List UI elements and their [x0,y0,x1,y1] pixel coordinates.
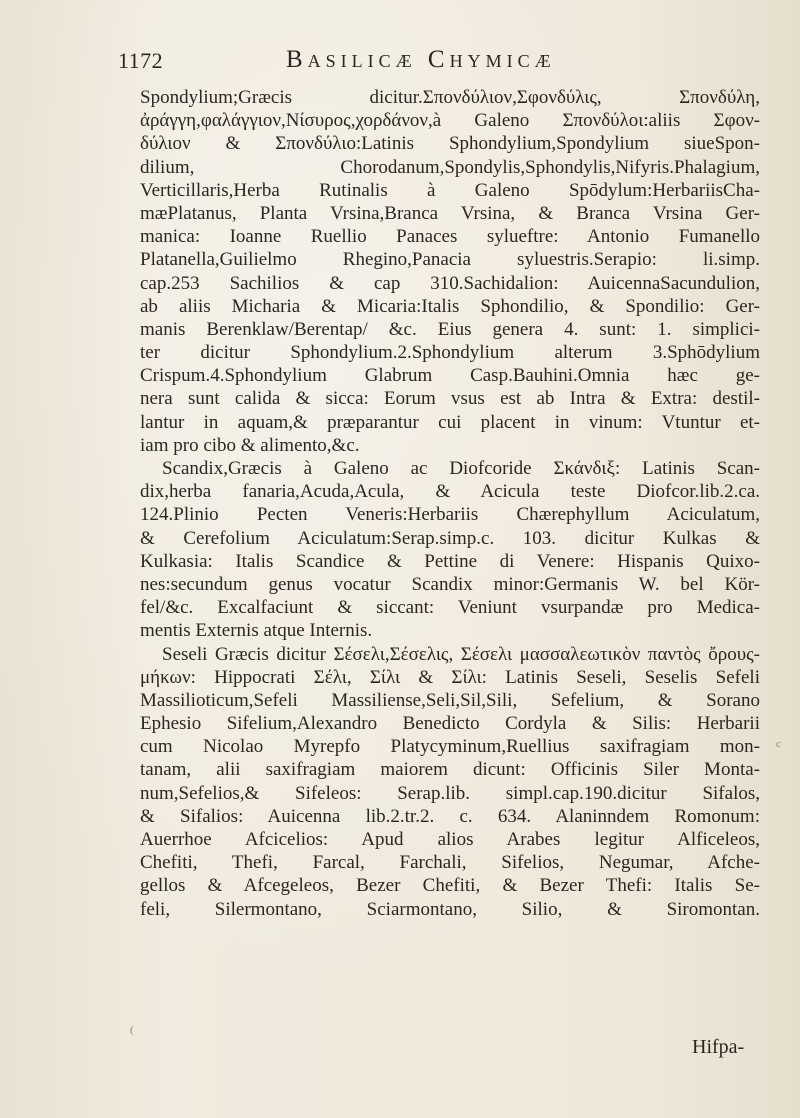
text-line: Seseli Græcis dicitur Σέσελι,Σέσελις, Σέσελι μασσαλεωτικὸν παντὸς ὄρους- [162,643,760,665]
text-line: Ephesio Sifelium,Alexandro Benedicto Cordyla & Silis: Herbarii [140,713,760,735]
text-line: Scandix,Græcis à Galeno ac Diofcoride Σκάνδιξ: Latinis Scan- [162,458,760,479]
text-line: & Sifalios: Auicenna lib.2.tr.2. c. 634. Alaninndem Romonum: [140,805,760,827]
text-line: num,Sefelios,& Sifeleos: Serap.lib. simpl.cap.190.dicitur Sifalos, [140,782,760,804]
text-line: Platanella,Guilielmo Rhegino,Panacia syluestris.Serapio: li.simp. [140,249,760,271]
margin-mark: ( [130,1024,134,1036]
text-line: Chefiti, Thefi, Farcal, Farchali, Sifelios, Negumar, Afche- [140,852,760,874]
text-line: mæPlatanus, Planta Vrsina,Branca Vrsina, & Branca Vrsina Ger- [140,202,760,224]
text-line: cap.253 Sachilios & cap 310.Sachidalion: AuicennaSacundulion, [140,272,760,294]
catchword: Hifpa- [692,1036,745,1058]
text-line: μήκων: Hippocrati Σέλι, Σίλι & Σίλι: Latinis Seseli, Seselis Sefeli [140,666,760,688]
page-number: 1172 [118,48,164,73]
text-line: Auerrhoe Afcicelios: Apud alios Arabes legitur Alficeleos, [140,829,760,850]
text-line: nera sunt calida & sicca: Eorum vsus est ab Intra & Extra: destil- [140,388,760,410]
text-line: tanam, alii saxifragiam maiorem dicunt: Officinis Siler Monta- [140,759,760,781]
text-line: lantur in aquam,& præparantur cui placent in vinum: Vtuntur et- [140,411,760,433]
text-line: Verticillaris,Herba Rutinalis à Galeno Spōdylum:HerbariisCha- [140,179,760,201]
text-line: manis Berenklaw/Berentap/ &c. Eius genera 4. sunt: 1. simplici- [140,318,760,340]
text-line: Massilioticum,Sefeli Massiliense,Seli,Sil,Sili, Sefelium, & Sorano [140,689,760,711]
text-line: dix,herba fanaria,Acuda,Acula, & Acicula teste Diofcor.lib.2.ca. [140,481,760,503]
text-line: nes:secundum genus vocatur Scandix minor:Germanis W. bel Kör- [140,573,760,595]
text-line: Spondylium;Græcis dicitur.Σπονδύλιον,Σφονδύλις, Σπονδύλη, [140,87,760,108]
text-line: gellos & Afcegeleos, Bezer Chefiti, & Bezer Thefi: Italis Se- [140,875,760,897]
text-line: δύλιον & Σπονδύλιο:Latinis Sphondylium,Spondylium siueSpon- [140,133,760,155]
text-line: Crispum.4.Sphondylium Glabrum Casp.Bauhini.Omnia hæc ge- [140,365,760,387]
text-line: mentis Externis atque Internis. [140,620,373,642]
text-line: ἀράγγη,φαλάγγιον,Νίσυρος,χορδάνον,à Galeno Σπονδύλοι:aliis Σφον- [140,110,760,132]
running-head [118,48,778,82]
text-line: ter dicitur Sphondylium.2.Sphondylium alterum 3.Sphōdylium [140,342,760,364]
text-line: iam pro cibo & alimento,&c. [140,434,360,456]
body-text [140,86,760,921]
text-line: feli, Silermontano, Sciarmontano, Silio, & Siromontan. [140,898,760,920]
margin-mark: c [776,738,781,750]
text-line: fel/&c. Excalfaciunt & siccant: Veniunt vsurpandæ pro Medica- [140,597,760,619]
text-line: ab aliis Micharia & Micaria:Italis Sphondilio, & Spondilio: Ger- [140,295,760,317]
text-line: dilium, Chorodanum,Spondylis,Sphondylis,Nifyris.Phalagium, [140,156,760,178]
text-line: manica: Ioanne Ruellio Panaces sylueftre: Antonio Fumanello [140,226,760,248]
running-title: Basilicæ Chymicæ [286,46,556,73]
text-line: cum Nicolao Myrepfo Platycyminum,Ruellius saxifragiam mon- [140,736,760,758]
text-line: & Cerefolium Aciculatum:Serap.simp.c. 103. dicitur Kulkas & [140,527,760,549]
text-line: 124.Plinio Pecten Veneris:Herbariis Chærephyllum Aciculatum, [140,504,760,526]
text-line: Kulkasia: Italis Scandice & Pettine di Venere: Hispanis Quixo- [140,550,760,572]
